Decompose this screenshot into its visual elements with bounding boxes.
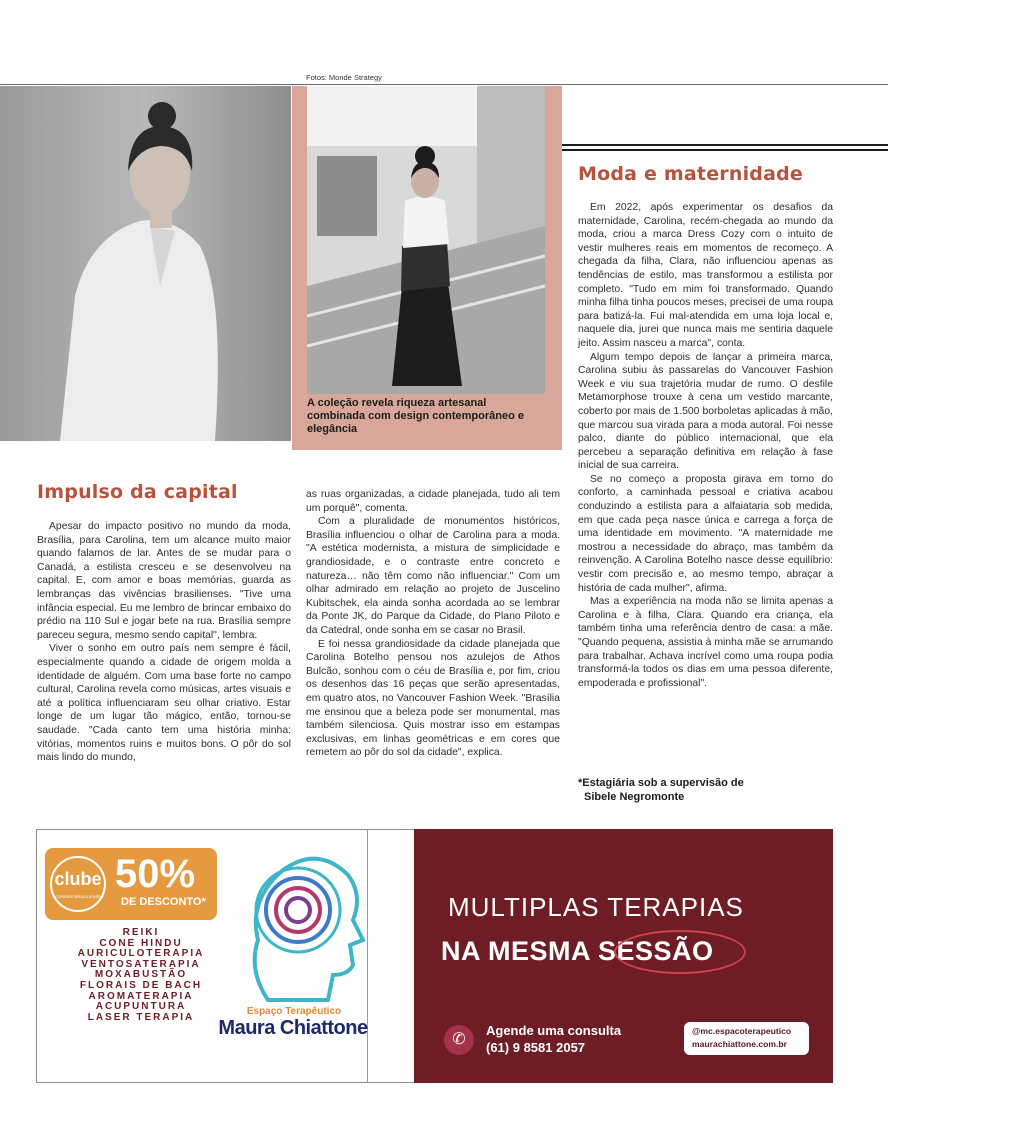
therapy-item: LASER TERAPIA <box>87 1011 195 1023</box>
column-2 <box>306 488 560 760</box>
highlight-circle <box>614 930 746 974</box>
clube-logo <box>50 856 106 912</box>
heading-impulso-da-capital: Impulso da capital <box>37 481 238 503</box>
section-rule-bottom <box>560 149 888 151</box>
brand-subtitle: Espaço Terapêutico <box>246 1006 342 1017</box>
therapy-item: FLORAIS DE BACH <box>79 979 203 991</box>
photo-woman-staircase <box>307 86 545 394</box>
paragraph: E foi nessa grandiosidade da cidade planejada que Carolina Botelho pensou nos azulejos de Athos Bulcão, sonhou com o céu de Brasília e, por fim, criou os desenhos das 16 peças que serão apresentadas, em quatro atos, no Vancouver Fashion Week. "Brasília me ensinou que a beleza pode ser monumental, mas também silenciosa. Quis mostrar isso em estampas exclusivas, em linhas geométricas e em cores que remetem ao pôr do sol da cidade", explica. <box>306 638 560 759</box>
discount-label: DE DESCONTO* <box>121 896 206 908</box>
paragraph: Se no começo a proposta girava em torno do conforto, a caminhada pessoal e criativa acabou conduzindo a estilista para a alfaiataria sob medida, em que cada peça nasce única e carrega a força de uma identidade em movimento. "A maternidade me mostrou a necessidade do abraço, mas também da reinvenção. A Carolina Botelho nasce desse equilíbrio: vestir com precisão e, ao mesmo tempo, abraçar a história de cada mulher", afirma. <box>578 473 833 594</box>
instagram-handle[interactable]: @mc.espacoterapeutico <box>692 1026 792 1036</box>
contact-block <box>486 1022 621 1056</box>
paragraph: Mas a experiência na moda não se limita apenas a Carolina e à filha, Clara. Quando era criança, ela também tinha uma referência dentro de casa: a mãe. "Quando pequena, assistia à minha mãe se arrumando para trabalhar. Achava incrível como uma roupa podia transformá-la todos os dias em uma pessoa diferente, empoderada e profissional". <box>578 596 833 689</box>
therapy-item: MOXABUSTÃO <box>94 969 188 981</box>
phone-number[interactable]: (61) 9 8581 2057 <box>486 1040 586 1055</box>
paragraph: Viver o sonho em outro país nem sempre é fácil, especialmente quando a cidade de origem molda a identidade de alguém. Com uma base forte no campo cultural, Carolina revela como músicas, artes visuais e até a política influenciaram seu olhar criativo. Estar longe de um lugar tão mágico, então, tornou-se saudade. "Cada canto tem uma história minha: vitórias, momentos ruins e muitos bons. O pôr do sol mais lindo do mundo, <box>37 643 291 764</box>
cta-label: Agende uma consulta <box>486 1023 622 1038</box>
paragraph: Com a pluralidade de monumentos históricos, Brasília influenciou o olhar de Carolina para a moda. "A estética modernista, a mistura de simplicidade e grandiosidade, e o contraste entre concreto e natureza… não têm como não influenciar." Com um olhar admirado em relação ao projeto de Juscelino Kubitschek, ela ainda sonha acordada ao se lembrar da Ponte JK, do Parque da Cidade, do Plano Piloto e da Catedral, onde sonha em se casar no Brasil. <box>306 516 560 636</box>
footnote-line-2: Sibele Negromonte <box>584 791 685 803</box>
paragraph: as ruas organizadas, a cidade planejada, tudo ali tem um porquê", comenta. <box>306 489 560 514</box>
heading-moda-e-maternidade: Moda e maternidade <box>578 163 804 185</box>
phone-icon[interactable]: ✆ <box>444 1025 474 1055</box>
therapy-item: VENTOSATERAPIA <box>81 958 201 970</box>
website-link[interactable]: maurachiattone.com.br <box>692 1039 788 1049</box>
therapy-item: REIKI <box>122 927 160 938</box>
ad-headline-2: NA MESMA SESSÃO <box>441 936 714 966</box>
photo-caption: A coleção revela riqueza artesanal combinada com design contemporâneo e elegância <box>307 397 524 435</box>
section-rule-top <box>560 144 888 146</box>
ad-headline-1: MULTIPLAS TERAPIAS <box>448 892 744 922</box>
top-rule <box>0 84 888 85</box>
therapy-item: AROMATERAPIA <box>88 990 194 1002</box>
column-3 <box>578 201 833 690</box>
photo-woman-white-suit <box>0 86 291 441</box>
head-logo-icon <box>228 840 368 1012</box>
discount-value: 50% <box>115 852 196 896</box>
clube-sub: CORREIO BRAZILIENSE <box>55 894 101 899</box>
paragraph: Algum tempo depois de lançar a primeira marca, Carolina subiu às passarelas do Vancouver Fashion Week e viu sua trajetória mudar de rumo. O desfile Metamorphose trouxe à cena um vestido marcante, coberto por mais de 1.500 borboletas aplicadas à mão, que marcou sua virada para a moda autoral. Foi nesse palco, diante do público internacional, que ela percebeu a separação definitiva em relação à fase inicial de sua carreira. <box>578 351 833 472</box>
paragraph: Em 2022, após experimentar os desafios da maternidade, Carolina, recém-chegada ao mundo da moda, criou a marca Dress Cozy com o intuito de vestir mulheres reais em momentos de recomeço. A chegada da filha, Clara, não influenciou apenas as tendências de estilo, mas transformou a estilista por completo. "Tudo em mim foi transformado. Quando minha filha tinha poucos meses, precisei de uma roupa para batizá-la. Fui mal-atendida em uma loja local e, naquele dia, jurei que nunca mais me sentiria daquele jeito. Assim nasceu a marca", conta. <box>578 202 833 349</box>
clube-label: clube <box>54 869 102 889</box>
therapy-item: ACUPUNTURA <box>95 1001 187 1013</box>
column-1 <box>37 520 291 765</box>
footnote-line-1: *Estagiária sob a supervisão de <box>578 777 744 789</box>
paragraph: Apesar do impacto positivo no mundo da moda, Brasília, para Carolina, tem um alcance muito maior quando falamos de lar. Antes de se mudar para o Canadá, a estilista cresceu e se desenvolveu na capital. E, com amor e boas memórias, guarda as lembranças das vivências brasilienses. "Tive uma infância especial. Eu me lembro de brincar embaixo do prédio na 110 Sul e jogar bete na rua. Brasília sempre pareceu segura, mesmo sendo capital", lembra. <box>37 521 291 641</box>
footnote <box>578 776 828 804</box>
photo-credit: Fotos: Monde Strategy <box>306 73 382 82</box>
brand-name: Maura Chiattone <box>218 1017 368 1039</box>
therapy-item: CONE HINDU <box>99 937 183 949</box>
social-links <box>684 1022 809 1055</box>
therapy-item: AURICULOTERAPIA <box>77 948 205 960</box>
